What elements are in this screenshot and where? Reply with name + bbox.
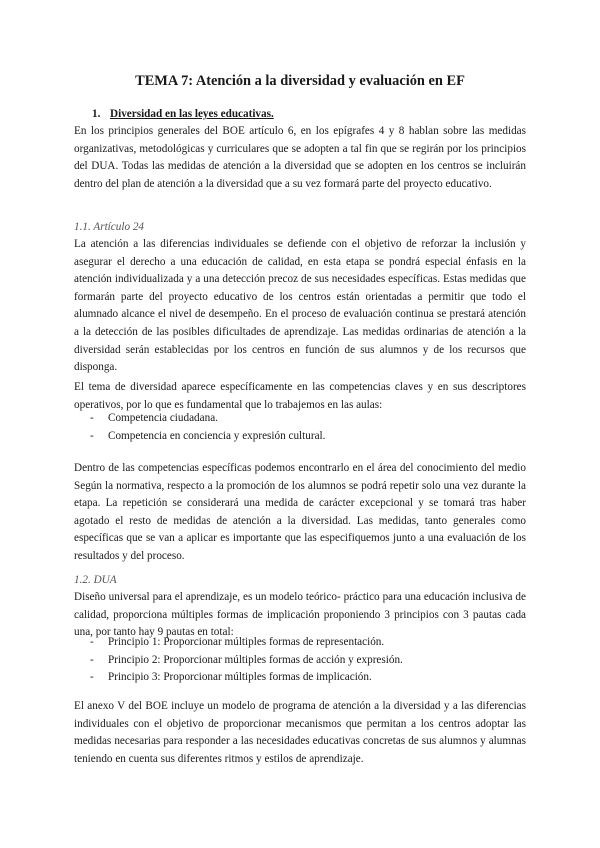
section-1-1-paragraph-2: El tema de diversidad aparece específicamente en las competencias claves y en sus descriptores operativos, por lo que es fundamental que lo trabajemos en las aulas: bbox=[74, 381, 526, 411]
principios-list bbox=[74, 634, 526, 687]
section-1-heading bbox=[74, 106, 526, 124]
section-1-2-paragraph-1: Diseño universal para el aprendizaje, es un modelo teórico- práctico para una educación inclusiva de calidad, proporciona múltiples formas de implicación proponiendo 3 principios con 3 pautas cada una, por tanto hay 9 pautas en total: bbox=[74, 591, 526, 639]
list-item: - Principio 3: Proporcionar múltiples formas de implicación. bbox=[74, 669, 526, 687]
list-item: - Competencia ciudadana. bbox=[74, 410, 526, 428]
section-1-1-paragraph-3: Dentro de las competencias específicas podemos encontrarlo en el área del conocimiento del medio Según la normativa, respecto a la promoción de los alumnos se podrá repetir solo una vez durante la etapa. La repetición se considerará una medida de carácter excepcional y se tomará tras haber agotado el resto de medidas de atención a la diversidad. Las medidas, tanto generales como específicas que se van a aplicar es importante que las especifiquemos junto a una evaluación de los resultados y del proceso. bbox=[74, 462, 526, 562]
section-1-1-heading: 1.1. Artículo 24 bbox=[74, 221, 145, 233]
list-item: - Competencia en conciencia y expresión cultural. bbox=[74, 428, 526, 446]
list-item: - Principio 2: Proporcionar múltiples formas de acción y expresión. bbox=[74, 652, 526, 670]
document-title: TEMA 7: Atención a la diversidad y evaluación en EF bbox=[135, 73, 465, 89]
section-1-1-paragraph-1: La atención a las diferencias individuales se defiende con el objetivo de reforzar la inclusión y asegurar el derecho a una educación de calidad, en esta etapa se pondrá especial énfasis en la atención individualizada y a una detección precoz de sus necesidades específicas. Estas medidas que formarán parte del proyecto educativo de los centros están orientadas a permitir que todo el alumnado alcance el nivel de desempeño. En el proceso de evaluación continua se prestará atención a la detección de las posibles dificultades de aprendizaje. Las medidas ordinarias de atención a la diversidad serán establecidas por los centros en función de sus alumnos y de los recursos que disponga. bbox=[74, 238, 526, 374]
section-1-number: 1. bbox=[92, 108, 101, 120]
competencias-list bbox=[74, 410, 526, 445]
section-1-2-paragraph-2: El anexo V del BOE incluye un modelo de programa de atención a la diversidad y a las diferencias individuales con el objetivo de proporcionar mecanismos que permitan a los centros adoptar las medidas necesarias para responder a las necesidades educativas concretas de sus alumnos y alumnas teniendo en cuenta sus diferentes ritmos y estilos de aprendizaje. bbox=[74, 700, 526, 765]
section-1-paragraph: En los principios generales del BOE artículo 6, en los epígrafes 4 y 8 hablan sobre las medidas organizativas, metodológicas y curriculares que se adopten a tal fin que se regirán por los principios del DUA. Todas las medidas de atención a la diversidad que se adopten en los centros se incluirán dentro del plan de atención a la diversidad que a su vez formará parte del proyecto educativo. bbox=[74, 125, 526, 190]
list-item: - Principio 1: Proporcionar múltiples formas de representación. bbox=[74, 634, 526, 652]
section-1-2-heading: 1.2. DUA bbox=[74, 574, 117, 586]
section-1-heading-text: Diversidad en las leyes educativas. bbox=[110, 108, 274, 120]
